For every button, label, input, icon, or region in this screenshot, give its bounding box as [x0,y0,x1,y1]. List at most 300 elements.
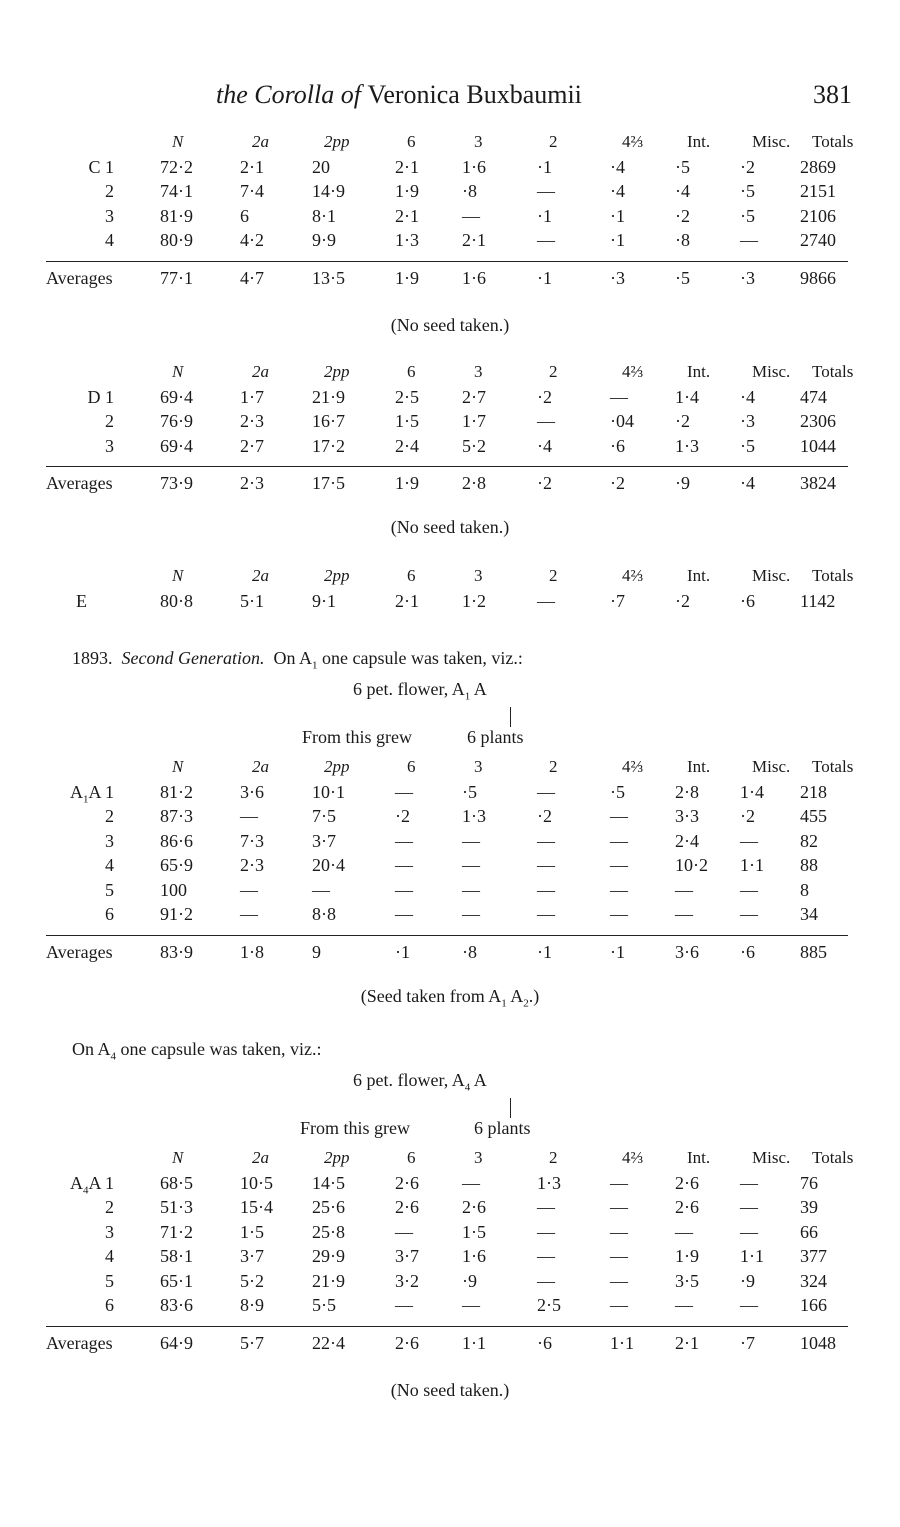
cell: 1·5 [395,411,419,431]
cell: 1·3 [675,435,699,456]
row-number: 6 [105,1295,114,1315]
cell: 1·6 [462,267,486,288]
cell: 1·1 [610,1332,634,1353]
cell: 2869 [800,156,836,177]
column-header: 2 [549,132,558,151]
column-header: 2a [252,566,269,585]
cell: ·1 [610,230,625,250]
column-header: 2 [549,362,558,381]
a4-sub: 4 [110,1050,117,1063]
table-row [0,880,900,905]
cell: ·3 [610,267,625,288]
table-a4 [0,1148,900,1363]
column-header: 3 [474,362,483,381]
cell: 4·2 [240,230,264,250]
cell: ·6 [740,590,755,611]
cell: — [610,386,628,407]
row-label [44,436,114,457]
cell: — [240,904,258,924]
cell: — [537,1221,555,1242]
cell: 21·9 [312,386,345,407]
row-number: 5 [105,1270,114,1291]
row-number: 1 [105,386,114,407]
cell: ·1 [610,205,625,226]
cell: ·8 [462,181,477,201]
grew-label-a1: From this grew [302,727,412,747]
cell: ·1 [537,941,552,962]
column-header: N [172,362,184,381]
cell: ·1 [537,267,552,288]
cell: 68·5 [160,1172,193,1193]
row-number: 3 [105,205,114,226]
column-header: 3 [474,1148,483,1167]
row-number: 1 [105,781,114,802]
table-row [0,1295,900,1320]
cell: — [462,205,480,226]
cell: — [610,879,628,900]
plants-label-a1: 6 plants [467,727,524,747]
table-row [0,782,900,807]
cell: — [240,879,258,900]
column-header: 2pp [324,362,350,381]
row-number: 1 [105,1172,114,1193]
cell: ·2 [610,473,625,493]
column-header: 4⅔ [622,1148,644,1167]
column-header-row [0,132,900,157]
cell: — [610,1295,628,1315]
flower-line-a4 [353,1070,487,1094]
row-label [44,880,114,901]
cell: — [610,806,628,826]
cell: 2·1 [462,230,486,250]
table-row [0,206,900,231]
cell: — [395,830,413,851]
column-header: 2 [549,1148,558,1167]
cell: ·2 [537,806,552,826]
row-label [44,157,114,178]
cell: 2·7 [462,386,486,407]
cell: — [740,1295,758,1315]
row-label [44,1222,114,1243]
cell: ·2 [395,806,410,826]
row-label [44,230,114,251]
cell: — [395,781,413,802]
cell: ·8 [675,230,690,250]
column-header: N [172,132,184,151]
table-row [0,1173,900,1198]
table-row [0,262,900,298]
cell: 82 [800,830,818,851]
cell: 324 [800,1270,827,1291]
cell: 10·1 [312,781,345,802]
cell: 6 [240,205,249,226]
cell: 8·8 [312,904,336,924]
row-label [44,855,114,876]
cell: ·9 [462,1270,477,1291]
cell: — [740,1221,758,1242]
cell: 20 [312,156,330,177]
cell: 8·9 [240,1295,264,1315]
table-row [0,157,900,182]
a4-paragraph [72,1039,321,1063]
cell: 9866 [800,267,836,288]
cell: ·4 [610,181,625,201]
cell: ·6 [610,435,625,456]
row-label [44,831,114,852]
table-a4-note: (No seed taken.) [390,1380,510,1400]
cell: — [610,1172,628,1193]
note-a1-sub2: 2 [523,997,529,1010]
cell: 74·1 [160,181,193,201]
column-header: Int. [687,757,711,776]
table-row [0,1271,900,1296]
column-header: N [172,1148,184,1167]
column-header: Int. [687,362,711,381]
cell: 17·2 [312,435,345,456]
cell: 81·2 [160,781,193,802]
cell: 1·6 [462,156,486,177]
table-row [0,181,900,206]
cell: 1·9 [675,1246,699,1266]
column-header: 4⅔ [622,362,644,381]
note-a1-text: (Seed taken from A [360,986,502,1006]
cell: 91·2 [160,904,193,924]
group-label-main: A [69,1172,83,1193]
table-c [0,132,900,298]
cell: — [675,1295,693,1315]
grew-label-a4: From this grew [300,1118,410,1138]
cell: 76·9 [160,411,193,431]
cell: 2·7 [240,435,264,456]
cell: 9·1 [312,590,336,611]
row-label [44,206,114,227]
cell: 5·2 [240,1270,264,1291]
cell: 13·5 [312,267,345,288]
title-of: of [334,80,368,109]
running-title [216,80,582,110]
row-label [44,1295,114,1316]
cell: 10·2 [675,855,708,875]
cell: 86·6 [160,830,193,851]
column-header: 2a [252,757,269,776]
cell: 1·4 [675,386,699,407]
column-header: 2a [252,1148,269,1167]
cell: 77·1 [160,267,193,288]
cell: ·5 [740,205,755,226]
column-header: Totals [812,362,854,381]
cell: — [312,879,330,900]
column-header: Int. [687,566,711,585]
cell: — [740,830,758,851]
row-number: 2 [105,806,114,826]
cell: ·4 [537,435,552,456]
cell: 8 [800,879,809,900]
row-number: 4 [105,230,114,250]
cell: — [675,879,693,900]
column-header: Int. [687,1148,711,1167]
row-number: 4 [105,855,114,875]
flower-sub: 1 [464,690,471,703]
cell: 1·7 [240,386,264,407]
row-number: 2 [105,411,114,431]
cell: 2·1 [240,156,264,177]
cell: 17·5 [312,473,345,493]
group-label-sub: 1 [82,793,89,806]
cell: 34 [800,904,818,924]
column-header: 3 [474,757,483,776]
table-a1-note [0,986,900,1010]
column-header: 6 [407,362,416,381]
column-header: 6 [407,757,416,776]
cell: 21·9 [312,1270,345,1291]
running-header [0,80,900,116]
a4-text2: one capsule was taken, viz.: [116,1039,322,1059]
cell: 2·6 [395,1332,419,1353]
cell: 72·2 [160,156,193,177]
cell: ·5 [740,435,755,456]
cell: 14·9 [312,181,345,201]
column-header: Misc. [752,566,791,585]
cell: — [675,904,693,924]
cell: 3·7 [395,1246,419,1266]
cell: — [462,1172,480,1193]
column-header: 2pp [324,566,350,585]
cell: 1·9 [395,181,419,201]
cell: ·5 [610,781,625,802]
second-gen-sub: 1 [311,659,318,672]
cell: 1·5 [240,1221,264,1242]
row-number: 1 [105,156,114,177]
cell: 100 [160,879,187,900]
cell: 885 [800,941,827,962]
group-label-tail: A [88,1172,105,1193]
cell: 7·5 [312,806,336,826]
cell: ·2 [740,156,755,177]
cell: ·2 [675,205,690,226]
flower-text2: A [470,679,487,699]
cell: 1·2 [462,590,486,611]
cell: 87·3 [160,806,193,826]
cell: 7·3 [240,830,264,851]
table-row [0,936,900,972]
cell: 377 [800,1246,827,1266]
cell: — [610,1197,628,1217]
table-row [0,904,900,929]
cell: — [610,855,628,875]
flower4-text2: A [470,1070,487,1090]
cell: — [740,904,758,924]
cell: 2·5 [395,386,419,407]
cell: 65·9 [160,855,193,875]
row-label [44,1173,114,1197]
note-a1-sub1: 1 [501,997,507,1010]
cell: ·5 [675,156,690,177]
cell: 73·9 [160,473,193,493]
column-header: N [172,757,184,776]
column-header: 3 [474,132,483,151]
lineage-connector-a4 [510,1098,511,1118]
column-header: Misc. [752,362,791,381]
cell: 8·1 [312,205,336,226]
table-row [0,1246,900,1271]
cell: — [537,1270,555,1291]
table-row [0,411,900,436]
cell: 474 [800,386,827,407]
cell: 83·9 [160,941,193,962]
cell: ·4 [740,473,755,493]
cell: 1·5 [462,1221,486,1242]
cell: 1·3 [537,1172,561,1193]
table-a1 [0,757,900,972]
cell: 81·9 [160,205,193,226]
cell: 3·2 [395,1270,419,1291]
cell: ·4 [610,156,625,177]
cell: 1·1 [740,855,764,875]
cell: ·5 [740,181,755,201]
cell: — [610,1270,628,1291]
cell: — [740,1197,758,1217]
cell: — [395,1295,413,1315]
cell: 25·6 [312,1197,345,1217]
table-row [0,855,900,880]
row-label [44,181,114,202]
column-header: 6 [407,1148,416,1167]
column-header-row [0,757,900,782]
averages-label: Averages [46,267,113,288]
cell: ·5 [675,267,690,288]
cell: 1·7 [462,411,486,431]
cell: ·9 [675,473,690,493]
column-header: 2a [252,132,269,151]
title-italic: the Corolla [216,80,335,109]
cell: — [462,879,480,900]
cell: 3824 [800,473,836,493]
column-header-row [0,1148,900,1173]
row-label [44,387,114,408]
cell: 2·3 [240,411,264,431]
table-row [0,591,900,616]
column-header: 4⅔ [622,132,644,151]
cell: — [740,1172,758,1193]
cell: 1·3 [462,806,486,826]
cell: 9 [312,941,321,962]
cell: 25·8 [312,1221,345,1242]
column-header: 2 [549,757,558,776]
cell: — [537,1197,555,1217]
cell: 1048 [800,1332,836,1353]
row-label [44,411,114,432]
second-gen-text: On A [273,648,312,668]
cell: 4·7 [240,267,264,288]
cell: 80·8 [160,590,193,611]
group-label-tail: A [88,781,105,802]
cell: 1044 [800,435,836,456]
cell: ·1 [395,941,410,962]
group-label: D [87,386,105,407]
cell: 166 [800,1295,827,1315]
table-row [0,436,900,461]
cell: — [610,1246,628,1266]
second-gen-paragraph [72,648,523,672]
column-header: Misc. [752,1148,791,1167]
row-number: 2 [105,1197,114,1217]
row-number: 5 [105,879,114,900]
cell: 16·7 [312,411,345,431]
cell: 2·6 [675,1197,699,1217]
row-number: 3 [105,1221,114,1242]
column-header: Int. [687,132,711,151]
table-row [0,387,900,412]
cell: — [462,904,480,924]
cell: ·7 [740,1332,755,1353]
cell: — [462,1295,480,1315]
column-header: Totals [812,1148,854,1167]
cell: 10·5 [240,1172,273,1193]
cell: — [537,904,555,924]
lineage-connector [510,707,511,727]
cell: 69·4 [160,386,193,407]
cell: ·2 [740,806,755,826]
cell: — [395,879,413,900]
cell: 2306 [800,411,836,431]
row-number: 6 [105,904,114,924]
cell: 76 [800,1172,818,1193]
cell: ·5 [462,781,477,802]
cell: — [537,855,555,875]
cell: 3·5 [675,1270,699,1291]
cell: 2·6 [675,1172,699,1193]
cell: 2·6 [395,1172,419,1193]
cell: 2·1 [675,1332,699,1353]
cell: 15·4 [240,1197,273,1217]
table-row [0,1197,900,1222]
column-header: 6 [407,132,416,151]
cell: 80·9 [160,230,193,250]
cell: ·7 [610,590,625,611]
cell: ·6 [537,1332,552,1353]
column-header: 3 [474,566,483,585]
cell: 51·3 [160,1197,193,1217]
cell: 58·1 [160,1246,193,1266]
cell: ·2 [675,590,690,611]
column-header: 2pp [324,132,350,151]
averages-label: Averages [46,473,113,493]
row-label [44,1246,114,1267]
cell: 69·4 [160,435,193,456]
note-a1-end: .) [528,986,540,1006]
cell: — [537,1246,555,1266]
cell: 2·1 [395,156,419,177]
cell: 3·3 [675,806,699,826]
column-header: 2pp [324,757,350,776]
cell: 64·9 [160,1332,193,1353]
cell: 83·6 [160,1295,193,1315]
cell: 2·1 [395,590,419,611]
column-header: Totals [812,132,854,151]
cell: — [240,806,258,826]
cell: 5·7 [240,1332,264,1353]
cell: — [537,411,555,431]
cell: 3·7 [312,830,336,851]
cell: — [610,904,628,924]
column-header: N [172,566,184,585]
cell: — [462,855,480,875]
table-row [0,831,900,856]
flower-text: 6 pet. flower, A [353,679,465,699]
row-label [44,1197,114,1218]
cell: — [537,230,555,250]
column-header: Totals [812,566,854,585]
